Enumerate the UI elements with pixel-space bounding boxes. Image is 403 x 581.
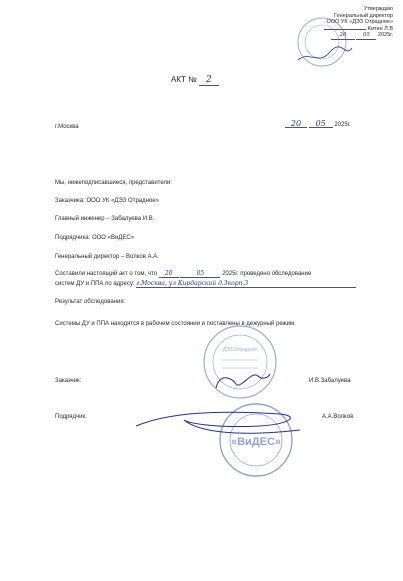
act-suffix: 2025г. проведено обследование bbox=[222, 271, 312, 277]
customer-signature bbox=[216, 374, 270, 388]
approval-stamp bbox=[298, 18, 346, 66]
approval-line-3: ООО УК «ДЭЗ Отрадное» bbox=[326, 19, 393, 25]
chief-engineer-line: Главный инженер – Забалуева И.В. bbox=[55, 216, 155, 222]
place: г.Москва bbox=[55, 124, 79, 130]
intro-text: Мы, нижеподписавшиеся, представители: bbox=[55, 180, 173, 186]
act-number: 2 bbox=[199, 76, 219, 86]
act-hw-day: 20 bbox=[159, 270, 179, 278]
customer-stamp-text: ДЭЗ Отрадное bbox=[222, 347, 258, 353]
approval-hw-day: 20 bbox=[331, 32, 355, 40]
contractor-line: Подрядчика: ООО «ВиДЕС» bbox=[55, 235, 135, 241]
date-year: 2025г. bbox=[334, 122, 351, 128]
approval-year: 2025г. bbox=[377, 32, 393, 38]
contractor-stamp-text: «ВиДЕС» bbox=[230, 436, 282, 448]
hw-address: г.Москва, ул Кирдарский д.3корп.3 bbox=[136, 280, 356, 288]
systems-prefix: систем ДУ и ППА по адресу: bbox=[55, 281, 135, 287]
approval-hw-month: 05 bbox=[356, 32, 376, 40]
contractor-stamp bbox=[220, 404, 292, 476]
customer-line: Заказчика: ООО УК «ДЭЗ Отрадное» bbox=[55, 198, 159, 204]
act-title-label: АКТ № bbox=[171, 75, 197, 84]
approval-line-1: Утверждаю bbox=[363, 6, 393, 12]
date-hw-day: 20 bbox=[285, 120, 307, 128]
approval-line-2: Генеральный директор bbox=[334, 12, 393, 19]
customer-stamp bbox=[204, 326, 276, 398]
date-hw-month: 05 bbox=[309, 120, 333, 128]
act-prefix: Составили настоящий акт о том, что bbox=[55, 271, 158, 277]
contractor-sign-label: Подрядчик: bbox=[55, 414, 87, 420]
gen-director-line: Генеральный директор – Волков А.А. bbox=[55, 254, 159, 260]
contractor-sign-name: А.А.Волков bbox=[322, 414, 354, 420]
results-label: Результат обследования: bbox=[55, 299, 126, 305]
act-hw-month: 05 bbox=[180, 270, 220, 278]
customer-sign-label: Заказчик: bbox=[55, 378, 82, 384]
customer-sign-name: И.В.Забалуева bbox=[309, 378, 351, 384]
approval-name: Китин Л.В bbox=[367, 25, 393, 32]
results-text: Системы ДУ и ППА находятся в рабочем состоянии и поставлены в дежурный режим. bbox=[55, 321, 296, 327]
